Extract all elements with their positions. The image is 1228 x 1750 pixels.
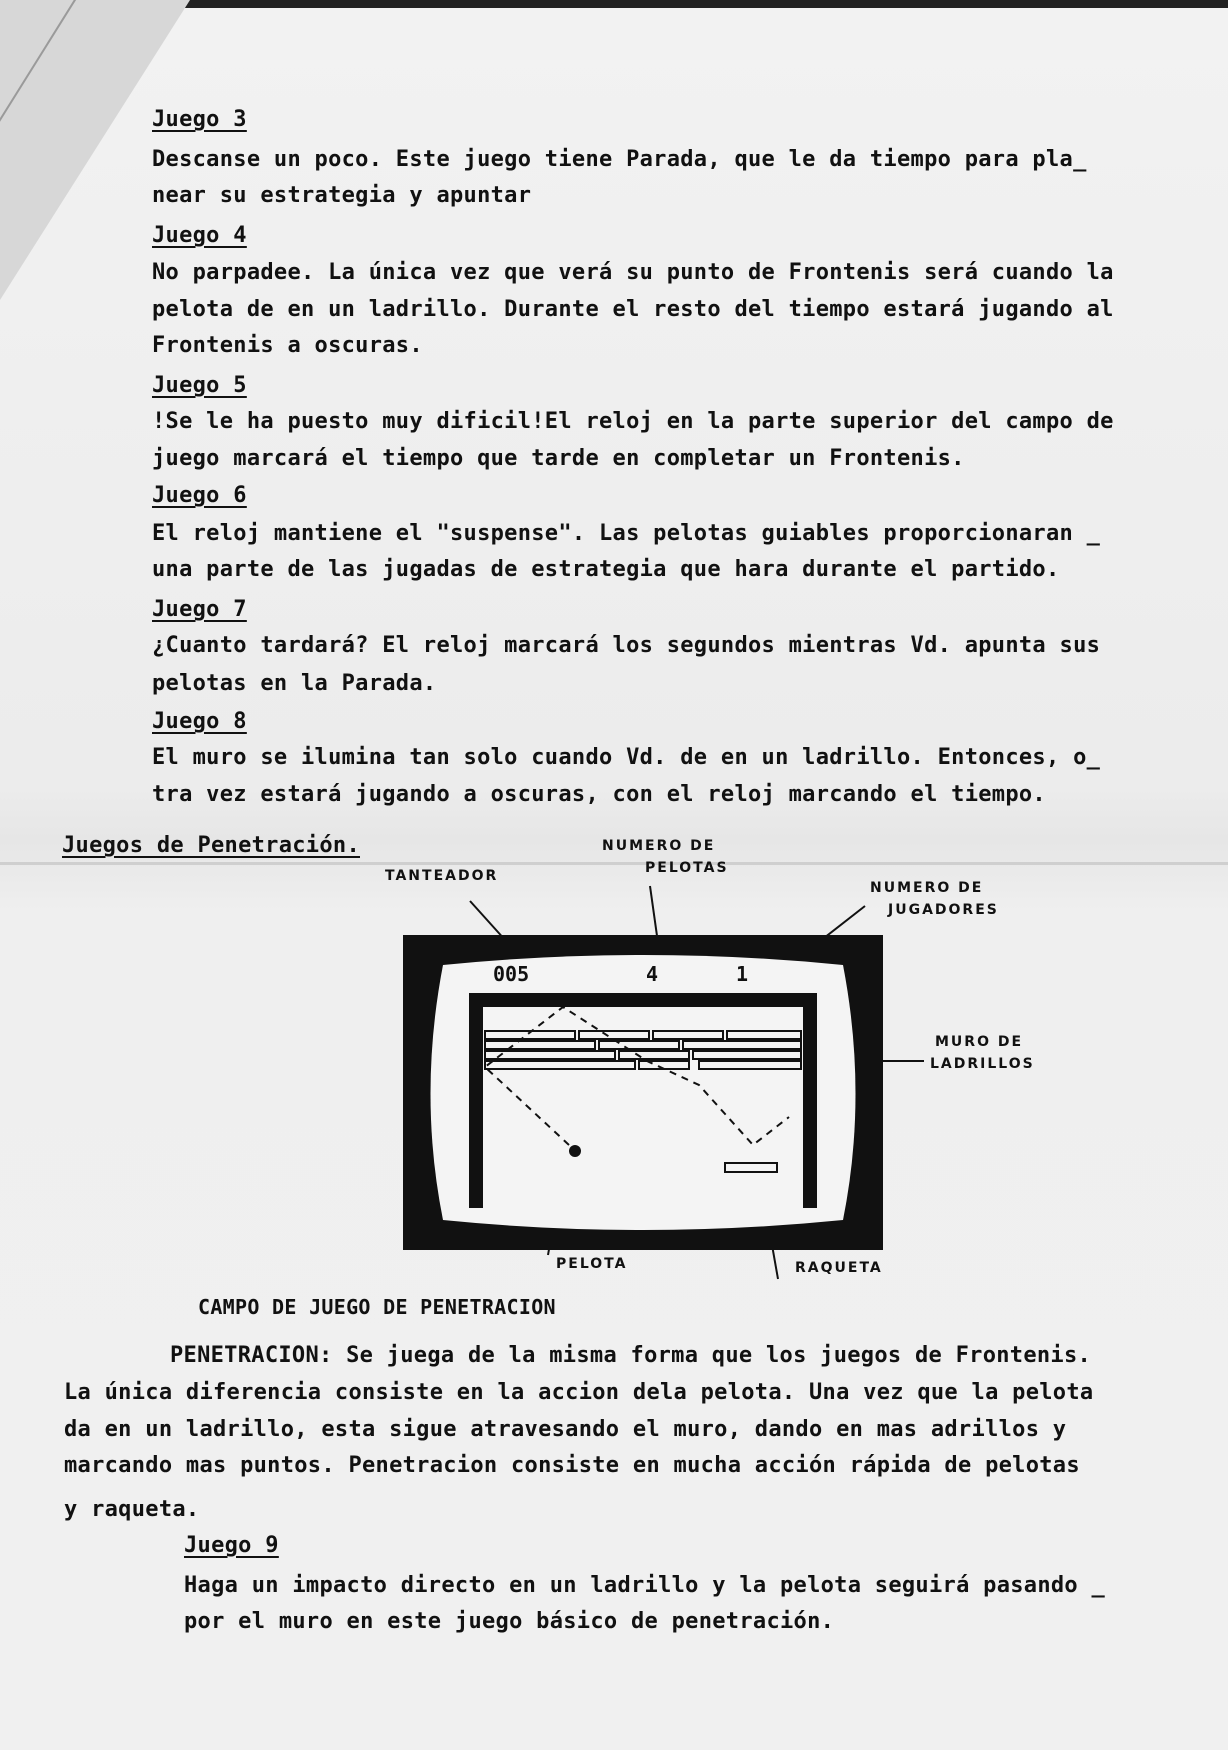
heading-juego-7: Juego 7 xyxy=(152,597,247,622)
arrow-muro xyxy=(882,1060,924,1062)
penetracion-line-4: marcando mas puntos. Penetracion consiste en mucha acción rápida de pelotas xyxy=(64,1453,1080,1478)
juego-4-line-2: pelota de en un ladrillo. Durante el resto del tiempo estará jugando al xyxy=(152,297,1114,322)
juego-8-line-2: tra vez estará jugando a oscuras, con el reloj marcando el tiempo. xyxy=(152,782,1046,807)
juego-9-line-2: por el muro en este juego básico de penetración. xyxy=(184,1609,835,1634)
paddle xyxy=(725,1163,777,1172)
heading-juego-5: Juego 5 xyxy=(152,373,247,398)
juego-5-line-1: !Se le ha puesto muy dificil!El reloj en la parte superior del campo de xyxy=(152,409,1114,434)
screen-players: 1 xyxy=(736,962,749,986)
left-wall xyxy=(469,993,483,1208)
penetracion-line-3: da en un ladrillo, esta sigue atravesando el muro, dando en mas adrillos y xyxy=(64,1417,1067,1442)
juego-8-line-1: El muro se ilumina tan solo cuando Vd. de en un ladrillo. Entonces, o_ xyxy=(152,745,1101,770)
heading-juego-6: Juego 6 xyxy=(152,483,247,508)
heading-juego-8: Juego 8 xyxy=(152,709,247,734)
juego-7-line-1: ¿Cuanto tardará? El reloj marcará los segundos mientras Vd. apunta sus xyxy=(152,633,1101,658)
label-numero-pelotas-2: PELOTAS xyxy=(645,860,729,876)
screen-balls: 4 xyxy=(646,962,659,986)
label-tanteador: TANTEADOR xyxy=(385,868,499,884)
juego-6-line-2: una parte de las jugadas de estrategia que hara durante el partido. xyxy=(152,557,1060,582)
penetracion-line-5: y raqueta. xyxy=(64,1497,200,1522)
penetracion-screen-diagram xyxy=(403,935,883,1250)
juego-3-line-1: Descanse un poco. Este juego tiene Parada, que le da tiempo para pla_ xyxy=(152,147,1087,172)
heading-juego-3: Juego 3 xyxy=(152,107,247,132)
label-pelota: PELOTA xyxy=(556,1256,628,1272)
arrow-raqueta xyxy=(772,1249,779,1279)
juego-9-line-1: Haga un impacto directo en un ladrillo y la pelota seguirá pasando _ xyxy=(184,1573,1106,1598)
penetracion-line-1: PENETRACION: Se juega de la misma forma que los juegos de Frontenis. xyxy=(170,1343,1092,1368)
diagram-caption: CAMPO DE JUEGO DE PENETRACION xyxy=(198,1295,556,1319)
juego-7-line-2: pelotas en la Parada. xyxy=(152,671,437,696)
juego-4-line-3: Frontenis a oscuras. xyxy=(152,333,423,358)
top-wall xyxy=(469,993,817,1007)
label-numero-jugadores-2: JUGADORES xyxy=(888,902,999,918)
ball xyxy=(569,1145,581,1157)
label-numero-jugadores-1: NUMERO DE xyxy=(870,880,984,896)
heading-penetracion: Juegos de Penetración. xyxy=(62,833,360,858)
juego-6-line-1: El reloj mantiene el "suspense". Las pelotas guiables proporcionaran _ xyxy=(152,521,1101,546)
label-muro-2: LADRILLOS xyxy=(930,1056,1035,1072)
label-raqueta: RAQUETA xyxy=(795,1260,883,1276)
screen-score: 005 xyxy=(493,962,530,986)
label-numero-pelotas-1: NUMERO DE xyxy=(602,838,716,854)
juego-5-line-2: juego marcará el tiempo que tarde en completar un Frontenis. xyxy=(152,446,965,471)
juego-4-line-1: No parpadee. La única vez que verá su punto de Frontenis será cuando la xyxy=(152,260,1114,285)
heading-juego-4: Juego 4 xyxy=(152,223,247,248)
heading-juego-9: Juego 9 xyxy=(184,1533,279,1558)
right-wall xyxy=(803,993,817,1208)
penetracion-line-2: La única diferencia consiste en la accion dela pelota. Una vez que la pelota xyxy=(64,1380,1094,1405)
juego-3-line-2: near su estrategia y apuntar xyxy=(152,183,532,208)
label-muro-1: MURO DE xyxy=(935,1034,1024,1050)
